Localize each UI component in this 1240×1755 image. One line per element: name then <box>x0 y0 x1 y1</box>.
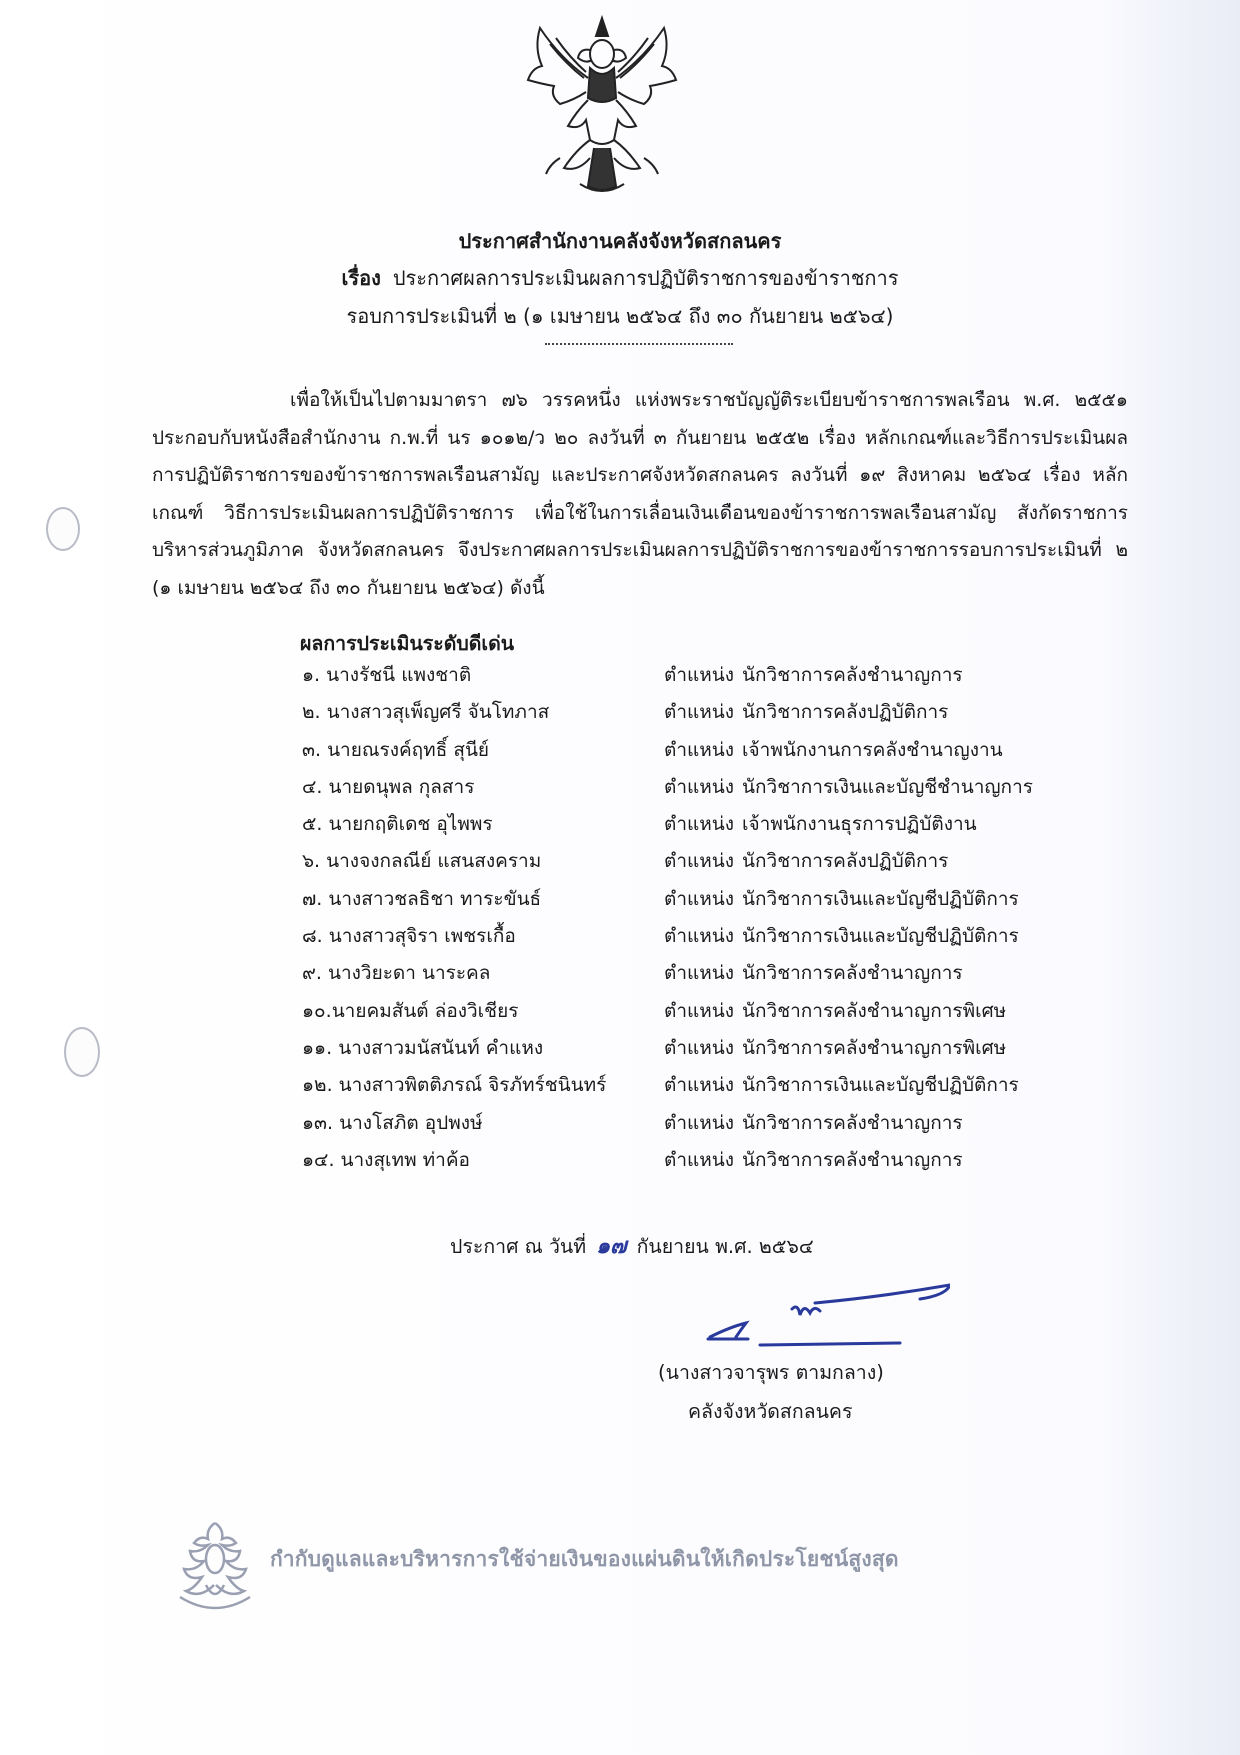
result-row <box>302 1108 1102 1145</box>
position-value: เจ้าพนักงานธุรการปฏิบัติงาน <box>742 813 977 836</box>
punch-hole-top <box>46 507 80 551</box>
employee-position <box>664 884 1019 914</box>
position-value: นักวิชาการคลังปฏิบัติการ <box>742 850 949 873</box>
position-value: นักวิชาการคลังชำนาญการ <box>742 962 963 985</box>
employee-name: ๑๐.นายคมสันต์ ล่องวิเชียร <box>302 999 519 1022</box>
announcement-date <box>450 1228 814 1263</box>
body-paragraph <box>152 382 1128 607</box>
employee-position <box>664 958 963 988</box>
employee-position <box>664 1108 963 1138</box>
employee-name: ๑๒. นางสาวพิตติภรณ์ จิรภัทร์ชนินทร์ <box>302 1074 607 1097</box>
employee-position <box>664 1070 1019 1100</box>
position-label: ตำแหน่ง <box>664 925 735 948</box>
employee-name: ๗. นางสาวชลธิชา ทาระขันธ์ <box>302 887 542 910</box>
position-label: ตำแหน่ง <box>664 775 735 798</box>
employee-position <box>664 1033 1006 1063</box>
employee-position <box>664 735 1003 765</box>
employee-name: ๔. นายดนุพล กุลสาร <box>302 775 475 798</box>
punch-hole-bottom <box>64 1027 100 1077</box>
body-paragraph-text: เพื่อให้เป็นไปตามมาตรา ๗๖ วรรคหนึ่ง แห่งพระราชบัญญัติระเบียบข้าราชการพลเรือน พ.ศ. ๒๕๕๑ ประกอบกับหนังสือสำนักงาน ก.พ.ที่ นร ๑๐๑๒/ว ๒๐ ลงวันที่ ๓ กันยายน ๒๕๕๒ เรื่อง หลักเกณฑ์และวิธีการประเมินผลการปฏิบัติราชการของข้าราชการพลเรือนสามัญ และประกาศจังหวัดสกลนคร ลงวันที่ ๑๙ สิงหาคม ๒๕๖๔ เรื่อง หลักเกณฑ์ วิธีการประเมินผลการปฏิบัติราชการ เพื่อใช้ในการเลื่อนเงินเดือนของข้าราชการพลเรือนสามัญ สังกัดราชการบริหารส่วนภูมิภาค จังหวัดสกลนคร จึงประกาศผลการประเมินผลการปฏิบัติราชการของข้าราชการรอบการประเมินที่ ๒ (๑ เมษายน ๒๕๖๔ ถึง ๓๐ กันยายน ๒๕๖๔) ดังนี้ <box>152 389 1128 599</box>
position-label: ตำแหน่ง <box>664 1148 735 1171</box>
position-value: นักวิชาการเงินและบัญชีปฏิบัติการ <box>742 1074 1019 1097</box>
comptroller-general-logo-icon <box>170 1515 260 1625</box>
position-value: นักวิชาการคลังชำนาญการพิเศษ <box>742 999 1007 1022</box>
position-label: ตำแหน่ง <box>664 962 735 985</box>
employee-position <box>664 1145 963 1175</box>
result-row <box>302 958 1102 995</box>
employee-position <box>664 996 1006 1026</box>
position-value: นักวิชาการคลังชำนาญการพิเศษ <box>742 1036 1007 1059</box>
position-value: นักวิชาการเงินและบัญชีชำนาญการ <box>742 775 1033 798</box>
employee-name: ๑. นางรัชนี แพงชาติ <box>302 664 472 686</box>
signer-name: (นางสาวจารุพร ตามกลาง) <box>658 1361 884 1384</box>
result-row <box>302 772 1102 809</box>
subject-line <box>0 262 1240 294</box>
position-value: นักวิชาการคลังปฏิบัติการ <box>742 701 949 724</box>
result-row <box>302 660 1102 697</box>
employee-position <box>664 921 1019 951</box>
result-row <box>302 1145 1102 1182</box>
employee-position <box>664 846 948 876</box>
employee-name: ๑๔. นางสุเทพ ท่าค้อ <box>302 1148 470 1171</box>
employee-name: ๖. นางจงกลณีย์ แสนสงคราม <box>302 850 542 873</box>
employee-position <box>664 660 963 690</box>
employee-name: ๘. นางสาวสุจิรา เพชรเกื้อ <box>302 925 516 948</box>
subject-text: ประกาศผลการประเมินผลการปฏิบัติราชการของข้าราชการ <box>392 266 899 290</box>
position-label: ตำแหน่ง <box>664 1074 735 1097</box>
document-title: ประกาศสำนักงานคลังจังหวัดสกลนคร <box>458 229 782 253</box>
position-label: ตำแหน่ง <box>664 850 735 873</box>
assessment-round: รอบการประเมินที่ ๒ (๑ เมษายน ๒๕๖๔ ถึง ๓๐ กันยายน ๒๕๖๔) <box>346 304 894 328</box>
footer-slogan: กำกับดูแลและบริหารการใช้จ่ายเงินของแผ่นดินให้เกิดประโยชน์สูงสุด <box>270 1547 899 1571</box>
employee-position <box>664 772 1033 802</box>
employee-name: ๒. นางสาวสุเพ็ญศรี จันโทภาส <box>302 701 550 724</box>
position-label: ตำแหน่ง <box>664 999 735 1022</box>
result-row <box>302 996 1102 1033</box>
result-row <box>302 697 1102 734</box>
position-label: ตำแหน่ง <box>664 1111 735 1134</box>
employee-name: ๕. นายกฤติเดช อุไพพร <box>302 813 493 836</box>
position-value: นักวิชาการเงินและบัญชีปฏิบัติการ <box>742 925 1019 948</box>
subject-label: เรื่อง <box>341 266 381 290</box>
results-list <box>302 660 1102 1182</box>
result-row <box>302 846 1102 883</box>
position-label: ตำแหน่ง <box>664 701 735 724</box>
position-label: ตำแหน่ง <box>664 664 735 686</box>
signer-title: คลังจังหวัดสกลนคร <box>688 1400 853 1423</box>
position-label: ตำแหน่ง <box>664 738 735 761</box>
garuda-emblem-icon <box>520 8 685 198</box>
results-heading: ผลการประเมินระดับดีเด่น <box>300 632 515 655</box>
position-value: นักวิชาการคลังชำนาญการ <box>742 1148 963 1171</box>
date-month-year: กันยายน พ.ศ. ๒๕๖๔ <box>636 1235 814 1258</box>
position-label: ตำแหน่ง <box>664 887 735 910</box>
position-value: นักวิชาการคลังชำนาญการ <box>742 1111 963 1134</box>
employee-name: ๑๑. นางสาวมนัสนันท์ คำแหง <box>302 1036 544 1059</box>
date-prefix: ประกาศ ณ วันที่ <box>450 1235 587 1258</box>
signature-image <box>700 1275 950 1355</box>
employee-name: ๓. นายณรงค์ฤทธิ์ สุนีย์ <box>302 738 490 761</box>
position-value: นักวิชาการคลังชำนาญการ <box>742 664 963 686</box>
result-row <box>302 735 1102 772</box>
employee-name: ๙. นางวิยะดา นาระคล <box>302 962 491 985</box>
position-value: เจ้าพนักงานการคลังชำนาญงาน <box>742 738 1003 761</box>
dotted-divider <box>545 343 733 345</box>
position-label: ตำแหน่ง <box>664 1036 735 1059</box>
result-row <box>302 921 1102 958</box>
result-row <box>302 809 1102 846</box>
date-day: ๑๗ <box>596 1234 627 1259</box>
employee-name: ๑๓. นางโสภิต อุปพงษ์ <box>302 1111 483 1134</box>
position-value: นักวิชาการเงินและบัญชีปฏิบัติการ <box>742 887 1019 910</box>
result-row <box>302 1070 1102 1107</box>
employee-position <box>664 809 977 839</box>
result-row <box>302 884 1102 921</box>
result-row <box>302 1033 1102 1070</box>
position-label: ตำแหน่ง <box>664 813 735 836</box>
employee-position <box>664 697 948 727</box>
